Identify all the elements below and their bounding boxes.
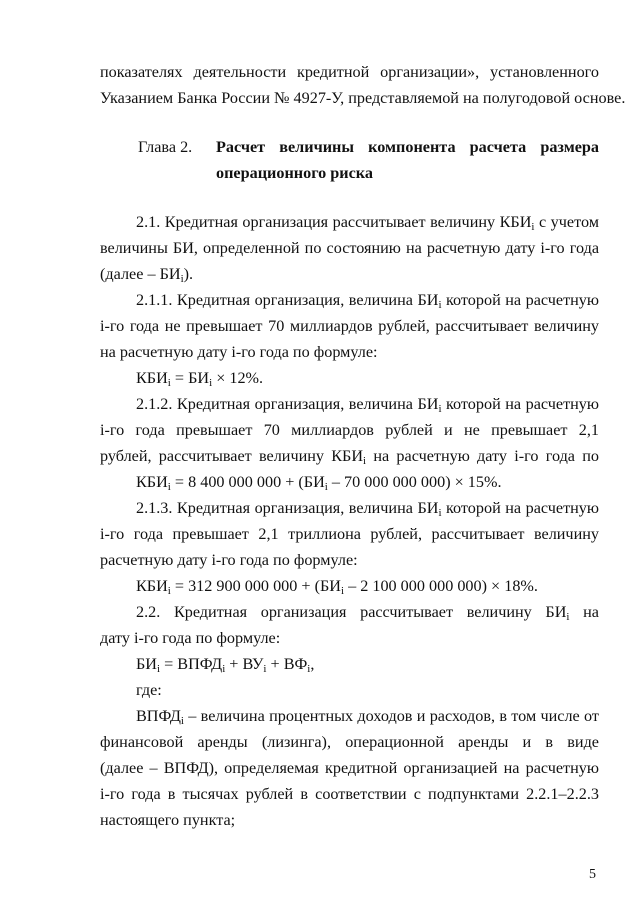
text-line: величины БИ, определенной по состоянию на расчетную дату i-го года [100, 239, 599, 257]
text-line: финансовой аренды (лизинга), операционной аренды и в виде [100, 733, 599, 751]
text-line: расчетную дату i-го года по формуле: [100, 551, 358, 569]
text-line: 2.1. Кредитная организация рассчитывает величину $КБИ_i$ с учетом [136, 213, 599, 233]
formula: $КБИ_i = БИ_i \times 12\%$. [136, 369, 264, 389]
page-number: 5 [589, 867, 596, 882]
chapter-number: Глава 2. [138, 138, 193, 156]
text-line: дату i-го года по формуле: [100, 629, 281, 647]
chapter-title-line: Расчет величины компонента расчета размера [216, 138, 599, 156]
text-line: 2.1.2. Кредитная организация, величина $БИ_i$ которой на расчетную [136, 395, 599, 415]
text-line: на расчетную дату i-го года по формуле: [100, 343, 378, 361]
text-line: Указанием Банка России № 4927-У, представляемой на полугодовой основе. [100, 89, 626, 107]
formula: $КБИ_i = 312$ 900 000 $000 + (БИ_i - 2$ 100 000 000 000) × 18%. [136, 577, 538, 597]
text-line: настоящего пункта; [100, 811, 236, 829]
text-line: $ВПФД_i$ – величина процентных доходов и расходов, в том числе от [136, 707, 599, 727]
text-line: i-го года превышает 2,1 триллиона рублей, рассчитывает величину [100, 525, 599, 543]
text-line: 2.2. Кредитная организация рассчитывает величину $БИ_i$ на [136, 603, 599, 623]
formula: $КБИ_i = 8$ 400 000 $000 + (БИ_i - 70$ 000 000 000) × 15%. [136, 473, 502, 493]
text-line: (далее – ВПФД), определяемая кредитной организацией на расчетную [100, 759, 599, 777]
text-line: i-го года в тысячах рублей в соответствии с подпунктами 2.2.1–2.2.3 [100, 785, 599, 803]
text-line: (далее – $БИ_i$). [100, 265, 194, 285]
chapter-title-line: операционного риска [216, 164, 373, 182]
formula: $БИ_i$ = $ВПФД_i + ВУ_i + ВФ_i$, [136, 655, 315, 675]
text-line: рублей, рассчитывает величину $КБИ_i$ на расчетную дату i-го года по [100, 447, 599, 467]
text-line: показателях деятельности кредитной организации», установленного [100, 63, 599, 81]
text-line: 2.1.1. Кредитная организация, величина $БИ_i$ которой на расчетную [136, 291, 599, 311]
text-line: где: [136, 681, 162, 699]
text-line: i-го года превышает 70 миллиардов рублей и не превышает 2,1 [100, 421, 599, 439]
text-line: 2.1.3. Кредитная организация, величина $БИ_i$ которой на расчетную [136, 499, 599, 519]
text-line: i-го года не превышает 70 миллиардов рублей, рассчитывает величину [100, 317, 599, 335]
